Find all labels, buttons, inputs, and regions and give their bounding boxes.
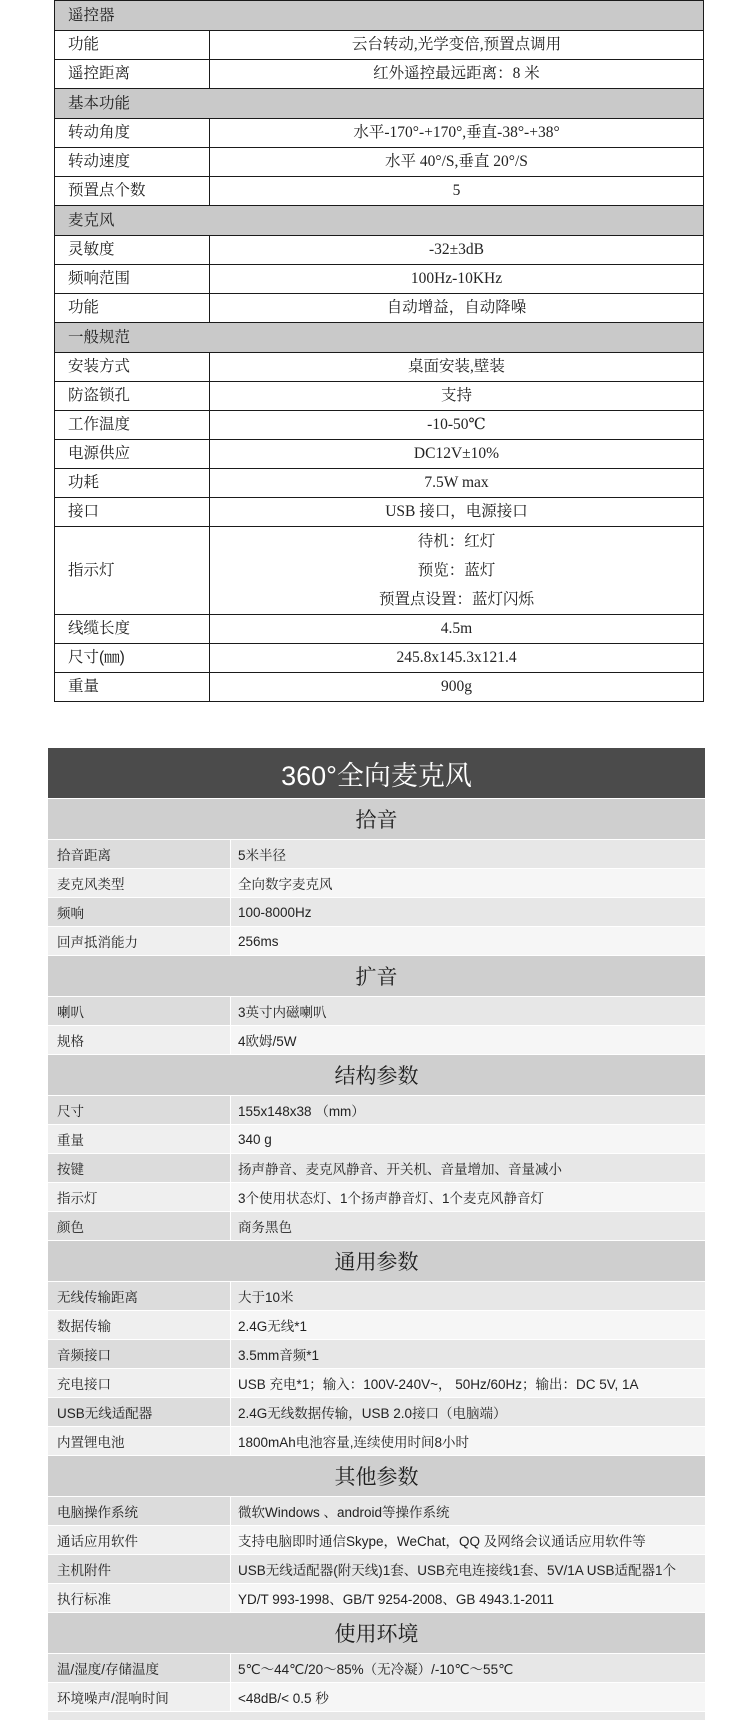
spec-label: 重量 — [55, 673, 210, 702]
spec-label: 接口 — [55, 498, 210, 527]
spec-row — [55, 527, 704, 615]
mic-row — [48, 898, 705, 927]
mic-label: 规格 — [48, 1026, 231, 1055]
spec-label: 防盗锁孔 — [55, 382, 210, 411]
mic-row — [48, 869, 705, 898]
mic-value: 4欧姆/5W — [231, 1026, 706, 1055]
mic-row — [48, 1154, 705, 1183]
spec-label: 频响范围 — [55, 265, 210, 294]
mic-value: 2.4G无线数据传输，USB 2.0接口（电脑端） — [231, 1398, 706, 1427]
mic-row — [48, 1369, 705, 1398]
mic-section-row — [48, 799, 705, 840]
spec-label: 尺寸(㎜) — [55, 644, 210, 673]
spec-label: 功能 — [55, 31, 210, 60]
spec-row — [55, 411, 704, 440]
mic-label: 尺寸 — [48, 1096, 231, 1125]
spec-value: 水平-170°-+170°,垂直-38°-+38° — [210, 119, 704, 148]
spec-section-row — [55, 206, 704, 236]
mic-value: 大于10米 — [231, 1282, 706, 1311]
spec-value — [210, 527, 704, 615]
mic-label: 主机附件 — [48, 1555, 231, 1584]
spec-value: 支持 — [210, 382, 704, 411]
mic-label: 温/湿度/存储温度 — [48, 1654, 231, 1683]
mic-row — [48, 840, 705, 869]
mic-label: 音频接口 — [48, 1340, 231, 1369]
mic-table-title-row — [48, 748, 705, 799]
mic-label: 内置锂电池 — [48, 1427, 231, 1456]
spec-section-row — [55, 323, 704, 353]
spec-value: 自动增益，自动降噪 — [210, 294, 704, 323]
spec-value: 4.5m — [210, 615, 704, 644]
mic-table-bottom-cell — [48, 1712, 705, 1720]
mic-table-title: 360°全向麦克风 — [48, 748, 705, 799]
mic-section-title: 使用环境 — [48, 1613, 705, 1654]
spec-row — [55, 644, 704, 673]
spec-value: 红外遥控最远距离：8 米 — [210, 60, 704, 89]
mic-row — [48, 1555, 705, 1584]
mic-label: USB无线适配器 — [48, 1398, 231, 1427]
spec-row — [55, 294, 704, 323]
spec-value: 云台转动,光学变倍,预置点调用 — [210, 31, 704, 60]
spec-label: 遥控距离 — [55, 60, 210, 89]
mic-section-row — [48, 956, 705, 997]
mic-value: 1800mAh电池容量,连续使用时间8小时 — [231, 1427, 706, 1456]
mic-value: USB 充电*1；输入：100V-240V~， 50Hz/60Hz；输出：DC 5V, 1A — [231, 1369, 706, 1398]
spec-row — [55, 469, 704, 498]
spec-value-line: 待机：红灯 — [214, 527, 699, 556]
mic-value: 微软Windows 、android等操作系统 — [231, 1497, 706, 1526]
mic-row — [48, 1125, 705, 1154]
mic-row — [48, 1096, 705, 1125]
mic-value: 100-8000Hz — [231, 898, 706, 927]
spec-value: 7.5W max — [210, 469, 704, 498]
mic-row — [48, 927, 705, 956]
mic-value: <48dB/< 0.5 秒 — [231, 1683, 706, 1712]
mic-label: 麦克风类型 — [48, 869, 231, 898]
mic-label: 执行标准 — [48, 1584, 231, 1613]
mic-value: 全向数字麦克风 — [231, 869, 706, 898]
mic-section-title: 其他参数 — [48, 1456, 705, 1497]
mic-section-title: 通用参数 — [48, 1241, 705, 1282]
spec-label: 线缆长度 — [55, 615, 210, 644]
spec-section-title: 麦克风 — [55, 206, 704, 236]
mic-label: 环境噪声/混响时间 — [48, 1683, 231, 1712]
spec-row — [55, 31, 704, 60]
mic-row — [48, 1497, 705, 1526]
mic-row — [48, 1311, 705, 1340]
spec-section-title: 基本功能 — [55, 89, 704, 119]
spec-section-title: 一般规范 — [55, 323, 704, 353]
spec-value: 100Hz-10KHz — [210, 265, 704, 294]
mic-value: 商务黑色 — [231, 1212, 706, 1241]
spec-row — [55, 615, 704, 644]
mic-section-row — [48, 1613, 705, 1654]
mic-row — [48, 1683, 705, 1712]
mic-label: 颜色 — [48, 1212, 231, 1241]
spec-row — [55, 382, 704, 411]
spec-value-line: 预览：蓝灯 — [214, 556, 699, 585]
mic-value: 5米半径 — [231, 840, 706, 869]
camera-spec-table — [54, 0, 704, 702]
spec-row — [55, 265, 704, 294]
mic-row — [48, 1183, 705, 1212]
mic-value: YD/T 993-1998、GB/T 9254-2008、GB 4943.1-2011 — [231, 1584, 706, 1613]
spec-value: 水平 40°/S,垂直 20°/S — [210, 148, 704, 177]
mic-label: 频响 — [48, 898, 231, 927]
spec-label: 工作温度 — [55, 411, 210, 440]
mic-row — [48, 1026, 705, 1055]
spec-row — [55, 148, 704, 177]
mic-label: 通话应用软件 — [48, 1526, 231, 1555]
mic-label: 喇叭 — [48, 997, 231, 1026]
spec-label: 转动速度 — [55, 148, 210, 177]
mic-value: 155x148x38 （mm） — [231, 1096, 706, 1125]
mic-section-title: 结构参数 — [48, 1055, 705, 1096]
mic-label: 指示灯 — [48, 1183, 231, 1212]
spec-section-title: 遥控器 — [55, 1, 704, 31]
mic-label: 电脑操作系统 — [48, 1497, 231, 1526]
microphone-spec-table — [48, 748, 705, 1720]
mic-label: 充电接口 — [48, 1369, 231, 1398]
mic-value: 3英寸内磁喇叭 — [231, 997, 706, 1026]
mic-row — [48, 1212, 705, 1241]
mic-section-row — [48, 1241, 705, 1282]
mic-label: 按键 — [48, 1154, 231, 1183]
spec-row — [55, 60, 704, 89]
mic-value: 340 g — [231, 1125, 706, 1154]
spec-label: 预置点个数 — [55, 177, 210, 206]
mic-row — [48, 1654, 705, 1683]
mic-section-title: 扩音 — [48, 956, 705, 997]
mic-value: 256ms — [231, 927, 706, 956]
spec-row — [55, 498, 704, 527]
spec-value: DC12V±10% — [210, 440, 704, 469]
mic-label: 回声抵消能力 — [48, 927, 231, 956]
spec-row — [55, 673, 704, 702]
mic-section-row — [48, 1055, 705, 1096]
spec-value: 245.8x145.3x121.4 — [210, 644, 704, 673]
spec-label: 安装方式 — [55, 353, 210, 382]
mic-label: 无线传输距离 — [48, 1282, 231, 1311]
mic-row — [48, 1282, 705, 1311]
mic-label: 数据传输 — [48, 1311, 231, 1340]
spec-value: 5 — [210, 177, 704, 206]
spec-row — [55, 236, 704, 265]
mic-row — [48, 1398, 705, 1427]
spec-value: -10-50℃ — [210, 411, 704, 440]
mic-section-row — [48, 1456, 705, 1497]
mic-value: 3个使用状态灯、1个扬声静音灯、1个麦克风静音灯 — [231, 1183, 706, 1212]
mic-value: 扬声静音、麦克风静音、开关机、音量增加、音量减小 — [231, 1154, 706, 1183]
mic-label: 重量 — [48, 1125, 231, 1154]
spec-label: 电源供应 — [55, 440, 210, 469]
spec-row — [55, 119, 704, 148]
spec-row — [55, 440, 704, 469]
spec-section-row — [55, 89, 704, 119]
spec-label: 指示灯 — [55, 527, 210, 615]
mic-row — [48, 997, 705, 1026]
mic-row — [48, 1427, 705, 1456]
spec-value-line: 预置点设置：蓝灯闪烁 — [214, 585, 699, 614]
mic-table-bottom-band — [48, 1712, 705, 1720]
spec-value: -32±3dB — [210, 236, 704, 265]
spec-value: 900g — [210, 673, 704, 702]
spec-row — [55, 177, 704, 206]
mic-section-title: 拾音 — [48, 799, 705, 840]
spec-label: 转动角度 — [55, 119, 210, 148]
mic-label: 拾音距离 — [48, 840, 231, 869]
spec-label: 功耗 — [55, 469, 210, 498]
mic-row — [48, 1340, 705, 1369]
spec-label: 功能 — [55, 294, 210, 323]
spec-value: USB 接口，电源接口 — [210, 498, 704, 527]
mic-value: 2.4G无线*1 — [231, 1311, 706, 1340]
spec-row — [55, 353, 704, 382]
mic-row — [48, 1526, 705, 1555]
spec-value: 桌面安装,壁装 — [210, 353, 704, 382]
mic-value: 5℃～44℃/20～85%（无冷凝）/-10℃～55℃ — [231, 1654, 706, 1683]
spec-label: 灵敏度 — [55, 236, 210, 265]
mic-value: 支持电脑即时通信Skype，WeChat，QQ 及网络会议通话应用软件等 — [231, 1526, 706, 1555]
mic-value: 3.5mm音频*1 — [231, 1340, 706, 1369]
mic-value: USB无线适配器(附天线)1套、USB充电连接线1套、5V/1A USB适配器1个 — [231, 1555, 706, 1584]
mic-row — [48, 1584, 705, 1613]
spec-section-row — [55, 1, 704, 31]
